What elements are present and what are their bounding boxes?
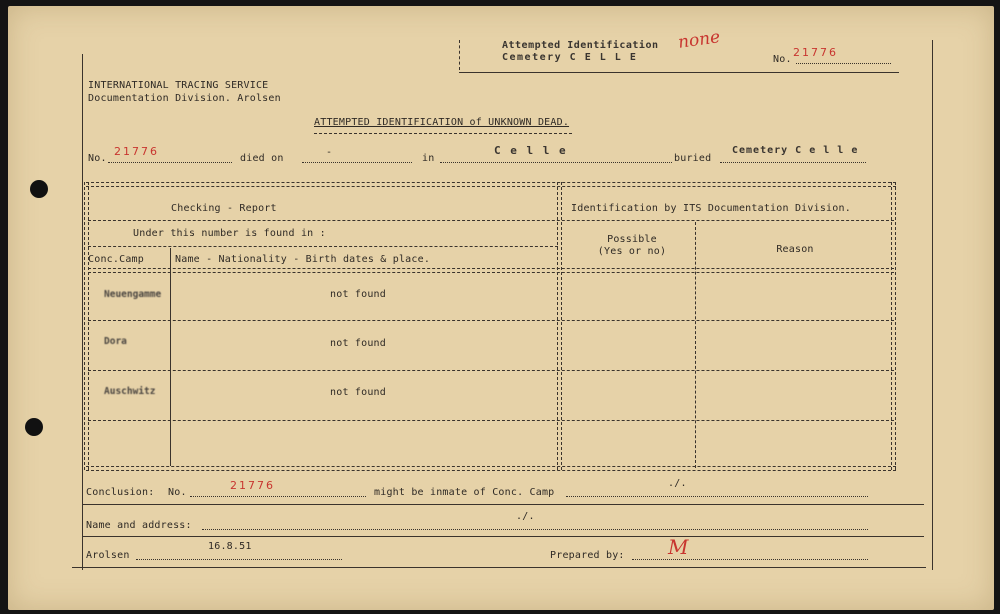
died-on-dots (302, 162, 412, 163)
table-bottom-border (86, 466, 896, 471)
possible-column-divider (695, 222, 696, 468)
row-1-result: not found (330, 289, 386, 300)
card-right-rule (932, 40, 933, 570)
index-card (8, 6, 994, 610)
name-address-dots (202, 529, 868, 530)
date-dots (136, 559, 342, 560)
name-address-rule (82, 536, 924, 537)
camp-column-divider (170, 248, 171, 466)
row-3-rule (88, 420, 894, 421)
in-label: in (422, 153, 435, 164)
conclusion-no-dots (190, 496, 366, 497)
bottom-rule (72, 567, 926, 568)
died-on-value: - (326, 147, 333, 158)
buried-label: buried (674, 153, 712, 164)
camp-value: ./. (668, 478, 687, 489)
form-title: ATTEMPTED IDENTIFICATION of UNKNOWN DEAD. (314, 117, 570, 128)
col-camp-header: Conc.Camp (88, 254, 144, 265)
row-2-camp: Dora (104, 336, 127, 347)
prepared-by-initial: M (668, 535, 689, 559)
table-right-border (891, 182, 896, 470)
sub-header-rule (88, 246, 558, 247)
punch-hole-top (30, 180, 48, 198)
no-value: 21776 (114, 145, 159, 158)
row-2-rule (88, 370, 894, 371)
name-address-label: Name and address: (86, 520, 192, 531)
name-address-value: ./. (516, 511, 535, 522)
row-1-camp: Neuengamme (104, 289, 162, 300)
header-no-value: 21776 (793, 46, 838, 59)
table-top-border (86, 182, 896, 187)
might-be-label: might be inmate of Conc. Camp (374, 487, 555, 498)
table-middle-divider (557, 182, 562, 470)
row-3-result: not found (330, 387, 386, 398)
conclusion-no-value: 21776 (230, 479, 275, 492)
org-line-2: Documentation Division. Arolsen (88, 93, 281, 104)
camp-dots (566, 496, 868, 497)
sub-header: Under this number is found in : (133, 228, 326, 239)
prepared-by-dots (632, 559, 868, 560)
stamp-line-1: Attempted Identification (502, 40, 659, 51)
in-value: C e l l e (494, 144, 568, 157)
col-possible-header-2: (Yes or no) (597, 246, 667, 257)
row-3-camp: Auschwitz (104, 386, 156, 397)
org-line-1: INTERNATIONAL TRACING SERVICE (88, 80, 269, 91)
header-no-label: No. (773, 54, 792, 65)
column-header-rule (88, 268, 894, 273)
header-rule (88, 220, 894, 221)
no-label: No. (88, 153, 107, 164)
no-dots (108, 162, 232, 163)
col-reason-header: Reason (776, 244, 814, 255)
right-header: Identification by ITS Documentation Division. (571, 203, 851, 214)
row-2-result: not found (330, 338, 386, 349)
header-no-dots (796, 63, 891, 64)
in-dots (440, 162, 672, 163)
left-header: Checking - Report (171, 203, 277, 214)
handwritten-none: none (676, 27, 722, 53)
buried-value: Cemetery C e l l e (732, 145, 859, 156)
conclusion-label: Conclusion: (86, 487, 155, 498)
col-name-header: Name - Nationality - Birth dates & place. (175, 254, 431, 265)
stamp-box-left-border (459, 40, 460, 70)
table-left-border (84, 182, 89, 470)
row-1-rule (88, 320, 894, 321)
died-on-label: died on (240, 153, 284, 164)
title-underline (314, 133, 572, 134)
date-value: 16.8.51 (208, 541, 252, 552)
col-possible-header-1: Possible (607, 234, 657, 245)
buried-dots (720, 162, 866, 163)
stamp-box-bottom-border (459, 72, 899, 73)
punch-hole-bottom (25, 418, 43, 436)
stamp-line-2: Cemetery C E L L E (502, 52, 638, 63)
card-left-rule (82, 54, 83, 570)
conclusion-rule (82, 504, 924, 505)
prepared-by-label: Prepared by: (550, 550, 625, 561)
arolsen-label: Arolsen (86, 550, 130, 561)
conclusion-no-label: No. (168, 487, 187, 498)
